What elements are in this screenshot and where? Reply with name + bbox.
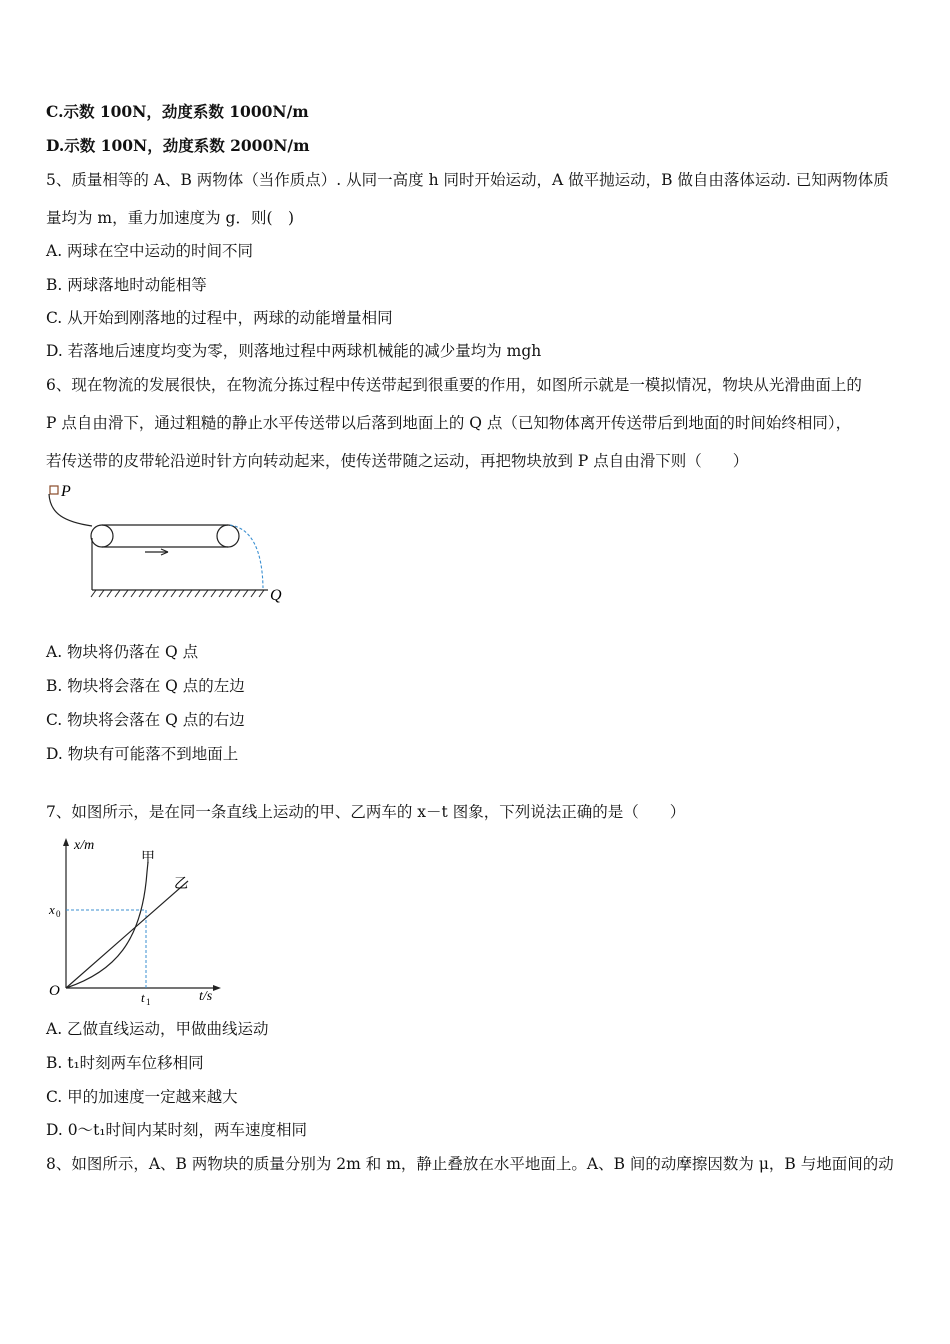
q6-option-c: C. 物块将会落在 Q 点的右边 — [46, 711, 245, 729]
y-axis-label: x/m — [74, 838, 95, 853]
conveyor-belt-figure — [40, 480, 300, 610]
q6-stem-line1: 6、现在物流的发展很快，在物流分拣过程中传送带起到很重要的作用，如图所示就是一模拟情况，物块从光滑曲面上的 — [46, 376, 862, 394]
q4-option-c: C.示数 100N，劲度系数 1000N/m — [46, 102, 309, 121]
q6-stem-line2: P 点自由滑下，通过粗糙的静止水平传送带以后落到地面上的 Q 点（已知物体离开传送带后到地面的时间始终相同）， — [46, 414, 852, 432]
right-pulley — [217, 525, 239, 547]
q6-option-d: D. 物块有可能落不到地面上 — [46, 745, 239, 763]
label-p: P — [61, 483, 71, 500]
x-axis-arrow — [213, 985, 221, 991]
xt-graph — [44, 832, 234, 1010]
t1-subscript: 1 — [146, 997, 151, 1007]
q5-option-b: B. 两球落地时动能相等 — [46, 276, 207, 294]
q7-option-c: C. 甲的加速度一定越来越大 — [46, 1088, 238, 1106]
q5-option-a: A. 两球在空中运动的时间不同 — [46, 242, 254, 260]
projectile-trajectory — [230, 525, 263, 588]
q6-option-a: A. 物块将仍落在 Q 点 — [46, 643, 199, 661]
series-yi-label: 乙 — [174, 877, 188, 892]
q6-stem-line3: 若传送带的皮带轮沿逆时针方向转动起来，使传送带随之运动，再把物块放到 P 点自由滑下则（ ） — [46, 452, 749, 470]
x0-subscript: 0 — [56, 909, 61, 919]
x-axis-label: t/s — [199, 989, 213, 1004]
y-axis-arrow — [63, 838, 69, 846]
block-p — [50, 486, 58, 494]
q7-option-b: B. t₁时刻两车位移相同 — [46, 1054, 204, 1072]
q8-stem-line1: 8、如图所示，A、B 两物块的质量分别为 2m 和 m，静止叠放在水平地面上。A、B 间的动摩擦因数为 μ，B 与地面间的动 — [46, 1155, 894, 1173]
x0-label: x — [49, 902, 55, 917]
left-pulley — [91, 525, 113, 547]
series-jia-curve — [66, 862, 148, 988]
origin-label: O — [49, 983, 60, 999]
q5-stem-line2: 量均为 m，重力加速度为 g．则( ) — [46, 209, 295, 227]
q7-stem: 7、如图所示，是在同一条直线上运动的甲、乙两车的 x－t 图象，下列说法正确的是（ ） — [46, 803, 686, 821]
q5-stem-line1: 5、质量相等的 A、B 两物体（当作质点）. 从同一高度 h 同时开始运动，A 做平抛运动，B 做自由落体运动. 已知两物体质 — [46, 171, 889, 189]
q5-option-d: D. 若落地后速度均变为零，则落地过程中两球机械能的减少量均为 mgh — [46, 342, 542, 360]
q7-option-d: D. 0～t₁时间内某时刻，两车速度相同 — [46, 1121, 308, 1139]
series-jia-label: 甲 — [141, 851, 155, 866]
label-q: Q — [270, 587, 282, 604]
q4-option-d: D.示数 100N，劲度系数 2000N/m — [46, 136, 310, 155]
ground-hatching — [91, 590, 264, 597]
q6-option-b: B. 物块将会落在 Q 点的左边 — [46, 677, 245, 695]
q7-option-a: A. 乙做直线运动，甲做曲线运动 — [46, 1020, 269, 1038]
q5-option-c: C. 从开始到刚落地的过程中，两球的动能增量相同 — [46, 309, 393, 327]
series-yi-line — [66, 881, 188, 988]
t1-label: t — [141, 990, 145, 1005]
